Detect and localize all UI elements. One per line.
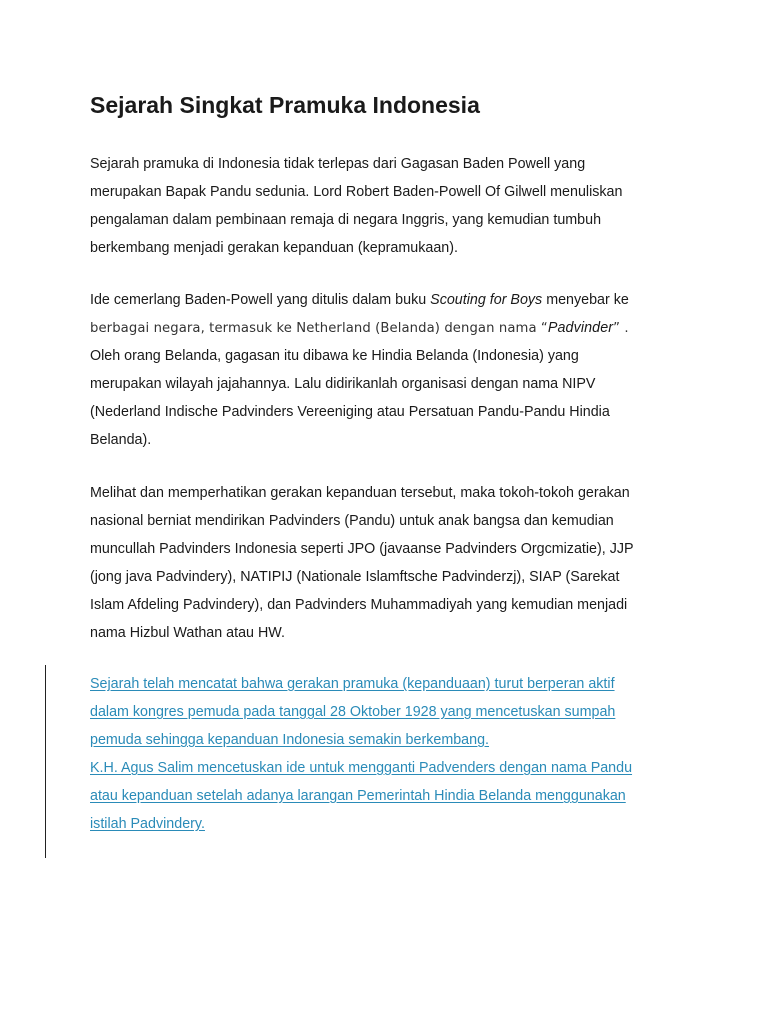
paragraph-line: Melihat dan memperhatikan gerakan kepanduan tersebut, maka tokoh-tokoh gerakan	[90, 485, 630, 501]
paragraph-line	[90, 286, 730, 314]
link-line[interactable]: atau kepanduan setelah adanya larangan Pemerintah Hindia Belanda menggunakan	[90, 788, 626, 804]
text-run: menyebar ke	[542, 292, 629, 308]
link-line[interactable]: dalam kongres pemuda pada tanggal 28 Oktober 1928 yang mencetuskan sumpah	[90, 704, 616, 720]
paragraph-line	[90, 314, 730, 342]
paragraph-line: (jong java Padvindery), NATIPIJ (Nationale Islamftsche Padvinderzj), SIAP (Sarekat	[90, 569, 620, 585]
paragraph-history-link[interactable]	[90, 670, 730, 838]
term-padvinder: Padvinder	[547, 320, 614, 336]
link-line[interactable]: K.H. Agus Salim mencetuskan ide untuk mengganti Padvenders dengan nama Pandu	[90, 760, 633, 776]
paragraph-intro	[90, 150, 730, 262]
document-title: Sejarah Singkat Pramuka Indonesia	[90, 92, 480, 118]
paragraph-line: nasional berniat mendirikan Padvinders (Pandu) untuk anak bangsa dan kemudian	[90, 513, 614, 529]
paragraph-line: pengalaman dalam pembinaan remaja di negara Inggris, yang kemudian tumbuh	[90, 212, 602, 228]
paragraph-line: Belanda).	[90, 432, 152, 448]
link-line[interactable]: Sejarah telah mencatat bahwa gerakan pramuka (kepanduaan) turut berperan aktif	[90, 676, 615, 692]
paragraph-line: (Nederland Indische Padvinders Vereeniging atau Persatuan Pandu-Pandu Hindia	[90, 404, 610, 420]
paragraph-line: Islam Afdeling Padvindery), dan Padvinders Muhammadiyah yang kemudian menjadi	[90, 597, 628, 613]
link-line[interactable]: pemuda sehingga kepanduan Indonesia semakin berkembang.	[90, 732, 490, 748]
text-run: Ide cemerlang Baden-Powell yang ditulis dalam buku	[90, 292, 431, 308]
change-bar	[45, 665, 46, 858]
text-run: ” .	[613, 321, 629, 336]
paragraph-line: merupakan wilayah jajahannya. Lalu didirikanlah organisasi dengan nama NIPV	[90, 376, 596, 392]
paragraph-line: berkembang menjadi gerakan kepanduan (kepramukaan).	[90, 240, 458, 256]
paragraph-spread	[90, 286, 730, 454]
paragraph-line: merupakan Bapak Pandu sedunia. Lord Robert Baden-Powell Of Gilwell menuliskan	[90, 184, 623, 200]
text-run: berbagai negara, termasuk ke Netherland (Belanda) dengan nama “	[90, 321, 548, 336]
paragraph-line: Oleh orang Belanda, gagasan itu dibawa ke Hindia Belanda (Indonesia) yang	[90, 348, 579, 364]
paragraph-line: muncullah Padvinders Indonesia seperti JPO (javaanse Padvinders Orgcmizatie), JJP	[90, 541, 634, 557]
paragraph-line: nama Hizbul Wathan atau HW.	[90, 625, 285, 641]
paragraph-movements	[90, 479, 730, 647]
link-line[interactable]: istilah Padvindery.	[90, 816, 205, 832]
book-title: Scouting for Boys	[430, 292, 543, 308]
paragraph-line: Sejarah pramuka di Indonesia tidak terlepas dari Gagasan Baden Powell yang	[90, 156, 586, 172]
